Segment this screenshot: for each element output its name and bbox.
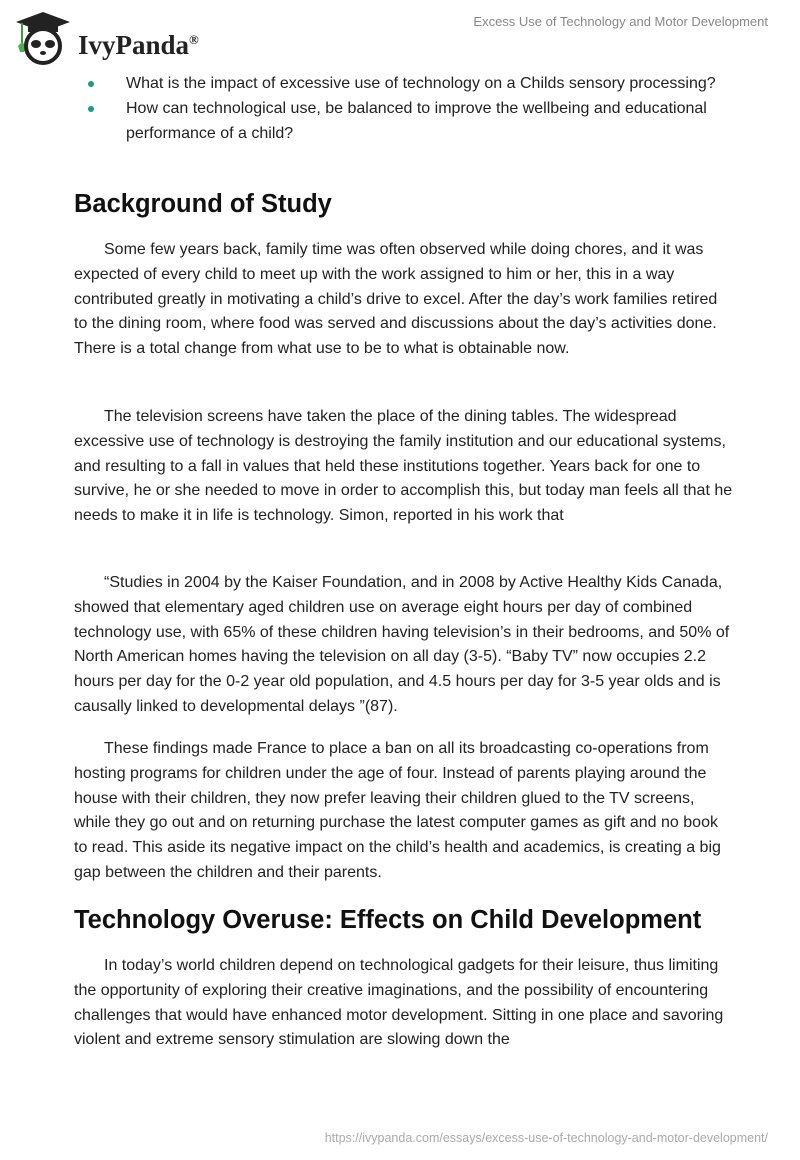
paragraph: Some few years back, family time was often observed while doing chores, and it was expected of every child to meet up with the work assigned to him or her, this in a way contributed greatly in motivating a child’s drive to excel. After the day’s work families retired to the dining room, where food was served and discussions about the day’s activities done. There is a total change from what use to be to what is obtainable now. (74, 241, 718, 358)
panda-graduate-icon (14, 10, 72, 66)
section-heading: Technology Overuse: Effects on Child Development (74, 906, 702, 934)
paragraph: In today’s world children depend on technological gadgets for their leisure, thus limiting the opportunity of exploring their creative imaginations, and the possibility of encountering challenges that would have enhanced motor development. Sitting in one place and savoring violent and extreme sensory stimulation are slowing down the (74, 957, 724, 1049)
list-item: How can technological use, be balanced to improve the wellbeing and educational performance of a child? (74, 97, 734, 147)
paragraph: These findings made France to place a ban on all its broadcasting co-operations from hosting programs for children under the age of four. Instead of parents playing around the house with their children, they now prefer leaving their children glued to the TV screens, while they go out and on returning purchase the latest computer games as gift and no book to read. This aside its negative impact on the child’s health and academics, is creating a big gap between the children and their parents. (74, 740, 721, 881)
brand-name: IvyPanda® (78, 29, 199, 60)
research-questions (74, 72, 734, 146)
section-heading: Background of Study (74, 190, 332, 218)
source-url[interactable]: https://ivypanda.com/essays/excess-use-of-technology-and-motor-development/ (324, 1131, 768, 1145)
quote-paragraph: “Studies in 2004 by the Kaiser Foundation, and in 2008 by Active Healthy Kids Canada, showed that elementary aged children use on average eight hours per day of combined technology use, with 65% of these children having television’s in their bedrooms, and 50% of North American homes having the television on all day (3-5). “Baby TV” now occupies 2.2 hours per day for the 0-2 year old population, and 4.5 hours per day for 3-5 year olds and is causally linked to developmental delays ”(87). (74, 574, 730, 715)
ivypanda-logo[interactable] (14, 10, 199, 66)
paragraph: The television screens have taken the place of the dining tables. The widespread excessive use of technology is destroying the family institution and our educational systems, and resulting to a fall in values that held these institutions together. Years back for one to survive, he or she needed to move in order to accomplish this, but today man feels all that he needs to make it in life is technology. Simon, reported in his work that (74, 408, 733, 525)
bullet-icon (88, 106, 94, 112)
bullet-icon (88, 81, 94, 87)
document-title: Excess Use of Technology and Motor Development (473, 14, 768, 29)
list-item: What is the impact of excessive use of technology on a Childs sensory processing? (74, 72, 734, 97)
